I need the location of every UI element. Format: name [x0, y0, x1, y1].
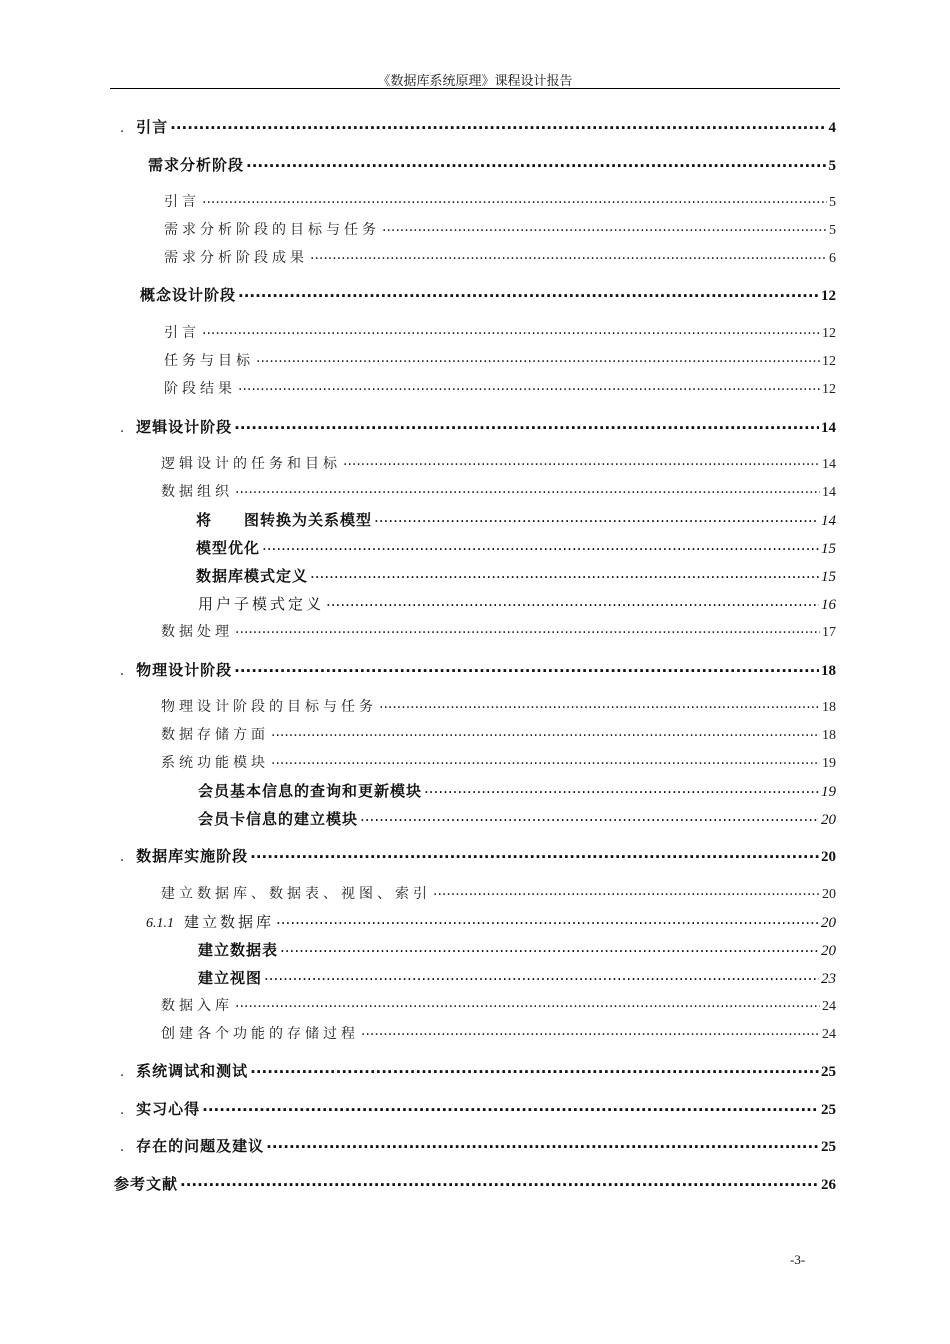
toc-dot-leader [235, 622, 820, 636]
toc-entry[interactable] [198, 939, 836, 960]
toc-entry[interactable] [161, 1023, 836, 1043]
toc-entry-title: 需求分析阶段 [148, 156, 245, 174]
toc-entry-page: 18 [821, 663, 836, 679]
toc-entry-title: 数据库实施阶段 [136, 847, 249, 865]
toc-entry[interactable] [161, 883, 836, 903]
toc-entry-page: 18 [822, 728, 836, 743]
toc-entry-title: 物理设计阶段的目标与任务 [161, 699, 377, 715]
toc-entry[interactable] [164, 191, 836, 211]
toc-entry-title: 物理设计阶段 [136, 661, 233, 679]
toc-entry-page: 24 [822, 1027, 836, 1042]
toc-entry[interactable] [161, 621, 836, 641]
toc-entry-title: 建立数据表 [198, 941, 279, 959]
toc-entry[interactable] [161, 995, 836, 1015]
toc-dot-leader [180, 1174, 819, 1189]
toc-entry-title: 建立视图 [198, 969, 263, 987]
toc-entry-page: 5 [829, 223, 836, 238]
toc-entry-marker: . [120, 121, 125, 136]
toc-entry-page: 20 [821, 849, 836, 865]
toc-entry[interactable] [161, 752, 836, 772]
toc-dot-leader [246, 155, 826, 170]
toc-dot-leader [202, 1099, 819, 1114]
toc-entry-title: 参考文献 [114, 1175, 179, 1193]
toc-entry-title: 引言 [164, 325, 200, 341]
toc-dot-leader [361, 1024, 820, 1038]
toc-entry-title: 引言 [136, 118, 169, 136]
toc-entry-page: 25 [821, 1064, 836, 1080]
toc-entry[interactable] [198, 967, 836, 988]
toc-dot-leader [256, 351, 820, 365]
toc-entry[interactable] [148, 154, 836, 175]
toc-entry-title: 数据存储方面 [161, 727, 269, 743]
toc-entry-title: 任务与目标 [164, 353, 254, 369]
toc-entry-page: 14 [822, 457, 836, 472]
toc-entry-page: 17 [822, 625, 836, 640]
toc-entry-title: 会员基本信息的查询和更新模块 [198, 782, 423, 800]
toc-dot-leader [250, 1061, 819, 1076]
toc-entry[interactable] [198, 593, 836, 614]
toc-entry-page: 18 [822, 700, 836, 715]
toc-entry[interactable] [120, 659, 836, 680]
toc-entry-title: 概念设计阶段 [140, 286, 237, 304]
toc-dot-leader [424, 781, 819, 796]
toc-entry-page: 20 [821, 812, 836, 828]
toc-entry[interactable] [120, 1135, 836, 1156]
toc-entry[interactable] [140, 284, 836, 305]
toc-entry-page: 20 [821, 943, 836, 959]
toc-entry-page: 12 [822, 382, 836, 397]
page-header: 《数据库系统原理》课程设计报告 [377, 74, 573, 89]
toc-entry[interactable] [164, 322, 836, 342]
toc-entry-page: 19 [821, 784, 836, 800]
toc-entry-page: 12 [821, 288, 836, 304]
toc-entry-number: 6.1.1 [146, 916, 174, 931]
toc-entry-page: 16 [821, 597, 836, 613]
toc-dot-leader [360, 809, 819, 824]
toc-entry-title: 存在的问题及建议 [136, 1137, 265, 1155]
toc-entry-page: 20 [821, 915, 836, 931]
toc-dot-leader [266, 1136, 819, 1151]
toc-entry-title: 数据处理 [161, 624, 233, 640]
toc-entry[interactable] [120, 416, 836, 437]
toc-dot-leader [238, 379, 820, 393]
toc-entry-page: 15 [821, 541, 836, 557]
toc-dot-leader [310, 566, 819, 581]
toc-dot-leader [202, 192, 827, 206]
toc-entry-title: 需求分析阶段成果 [164, 250, 308, 266]
toc-entry-marker: . [120, 850, 125, 865]
toc-entry-marker: . [120, 1103, 125, 1118]
toc-dot-leader [262, 538, 819, 553]
toc-entry-title: 引言 [164, 194, 200, 210]
toc-dot-leader [235, 482, 820, 496]
toc-entry[interactable] [196, 565, 836, 586]
toc-entry[interactable] [198, 780, 836, 801]
toc-dot-leader [271, 753, 820, 767]
toc-entry-title: 系统功能模块 [161, 755, 269, 771]
toc-entry-page: 12 [822, 326, 836, 341]
toc-entry[interactable] [164, 247, 836, 267]
page-number: -3- [790, 1252, 806, 1267]
toc-entry[interactable] [120, 1098, 836, 1119]
toc-entry-title: 建立数据库、数据表、视图、索引 [161, 886, 431, 902]
toc-entry-page: 5 [829, 195, 836, 210]
toc-dot-leader [374, 510, 819, 525]
toc-entry-title: 数据入库 [161, 998, 233, 1014]
toc-entry[interactable] [161, 481, 836, 501]
toc-entry-marker: . [120, 664, 125, 679]
toc-entry-title: 创建各个功能的存储过程 [161, 1026, 359, 1042]
toc-entry-page: 12 [822, 354, 836, 369]
toc-entry-page: 25 [821, 1102, 836, 1118]
toc-dot-leader [264, 968, 819, 983]
toc-entry-title: 将 图转换为关系模型 [196, 511, 373, 529]
toc-entry[interactable] [120, 845, 836, 866]
toc-entry-page: 24 [822, 999, 836, 1014]
toc-entry-title: 逻辑设计阶段 [136, 418, 233, 436]
toc-entry-title: 数据库模式定义 [196, 567, 309, 585]
toc-entry[interactable] [120, 116, 836, 137]
toc-entry-page: 5 [828, 158, 836, 174]
toc-entry-page: 4 [828, 120, 836, 136]
toc-entry-page: 25 [821, 1139, 836, 1155]
toc-entry-page: 14 [821, 513, 836, 529]
header-rule [110, 88, 840, 89]
toc-entry[interactable] [196, 509, 836, 530]
toc-dot-leader [202, 323, 820, 337]
toc-dot-leader [379, 697, 820, 711]
toc-dot-leader [234, 660, 819, 675]
toc-entry[interactable] [198, 808, 836, 829]
toc-entry-title: 数据组织 [161, 484, 233, 500]
toc-entry-page: 14 [822, 485, 836, 500]
toc-entry-title: 需求分析阶段的目标与任务 [164, 222, 380, 238]
toc-entry[interactable] [164, 378, 836, 398]
toc-dot-leader [310, 248, 827, 262]
toc-entry-page: 23 [821, 971, 836, 987]
toc-entry-page: 26 [821, 1177, 836, 1193]
toc-entry-title: 用户子模式定义 [198, 595, 325, 613]
toc-entry-marker: . [120, 1065, 125, 1080]
toc-dot-leader [250, 846, 819, 861]
toc-entry[interactable] [146, 911, 836, 932]
toc-entry[interactable] [196, 537, 836, 558]
toc-dot-leader [382, 220, 827, 234]
toc-entry-page: 15 [821, 569, 836, 585]
toc-dot-leader [326, 594, 819, 609]
toc-dot-leader [433, 884, 820, 898]
toc-dot-leader [343, 454, 820, 468]
toc-entry-title: 系统调试和测试 [136, 1062, 249, 1080]
toc-dot-leader [276, 912, 819, 927]
toc-entry-title: 模型优化 [196, 539, 261, 557]
toc-dot-leader [238, 285, 819, 300]
toc-entry-page: 19 [822, 756, 836, 771]
toc-entry-marker: . [120, 1140, 125, 1155]
toc-entry[interactable] [161, 453, 836, 473]
toc-entry-title: 建立数据库 [184, 913, 275, 931]
toc-entry-marker: . [120, 421, 125, 436]
toc-dot-leader [280, 940, 819, 955]
toc-entry[interactable] [161, 696, 836, 716]
toc-entry-page: 14 [821, 420, 836, 436]
toc-entry-page: 20 [822, 887, 836, 902]
toc-entry[interactable] [120, 1060, 836, 1081]
toc-entry-page: 6 [829, 251, 836, 266]
toc-dot-leader [235, 996, 820, 1010]
toc-dot-leader [234, 417, 819, 432]
toc-entry[interactable] [164, 350, 836, 370]
toc-entry[interactable] [114, 1173, 836, 1194]
toc-dot-leader [170, 117, 826, 132]
toc-entry-title: 会员卡信息的建立模块 [198, 810, 359, 828]
toc-entry[interactable] [161, 724, 836, 744]
toc-entry-title: 实习心得 [136, 1100, 201, 1118]
toc-entry-title: 阶段结果 [164, 381, 236, 397]
toc-dot-leader [271, 725, 820, 739]
toc-entry-title: 逻辑设计的任务和目标 [161, 456, 341, 472]
toc-entry[interactable] [164, 219, 836, 239]
